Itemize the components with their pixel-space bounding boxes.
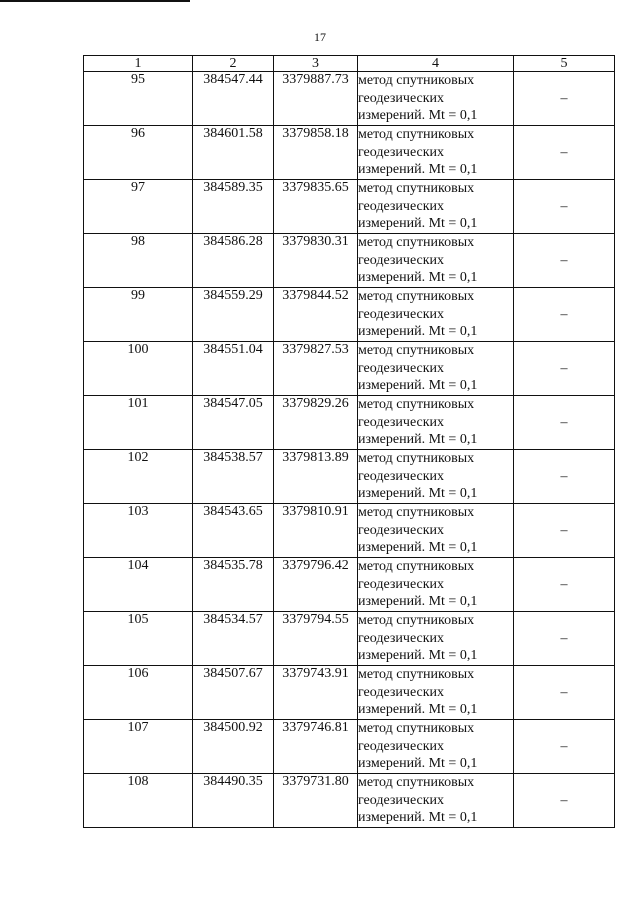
error-cell: – bbox=[514, 180, 615, 234]
table-row bbox=[84, 612, 615, 666]
point-number-cell: 104 bbox=[84, 558, 193, 612]
method-line-1: метод спутниковых bbox=[358, 181, 475, 196]
method-line-3: измерений. Mt = 0,1 bbox=[358, 162, 478, 177]
method-cell bbox=[358, 234, 514, 288]
table-row bbox=[84, 342, 615, 396]
method-line-2: геодезических bbox=[358, 414, 445, 430]
error-cell: – bbox=[514, 720, 615, 774]
table-row bbox=[84, 234, 615, 288]
method-line-2: геодезических bbox=[358, 630, 445, 646]
point-number-cell: 101 bbox=[84, 396, 193, 450]
point-number-cell: 95 bbox=[84, 72, 193, 126]
method-line-2: геодезических bbox=[358, 306, 445, 322]
method-line-3: измерений. Mt = 0,1 bbox=[358, 324, 478, 339]
header-col-1: 1 bbox=[84, 56, 193, 72]
y-coordinate-cell: 3379743.91 bbox=[274, 666, 358, 720]
method-cell bbox=[358, 180, 514, 234]
point-number-cell: 107 bbox=[84, 720, 193, 774]
y-coordinate-cell: 3379844.52 bbox=[274, 288, 358, 342]
x-coordinate-cell: 384551.04 bbox=[193, 342, 274, 396]
table-row bbox=[84, 450, 615, 504]
point-number-cell: 108 bbox=[84, 774, 193, 828]
method-cell bbox=[358, 720, 514, 774]
x-coordinate-cell: 384490.35 bbox=[193, 774, 274, 828]
method-line-2: геодезических bbox=[358, 144, 445, 160]
method-line-2: геодезических bbox=[358, 198, 445, 214]
method-cell bbox=[358, 504, 514, 558]
method-cell bbox=[358, 612, 514, 666]
x-coordinate-cell: 384538.57 bbox=[193, 450, 274, 504]
y-coordinate-cell: 3379746.81 bbox=[274, 720, 358, 774]
method-line-1: метод спутниковых bbox=[358, 775, 475, 790]
header-row bbox=[84, 56, 615, 72]
method-line-3: измерений. Mt = 0,1 bbox=[358, 432, 478, 447]
y-coordinate-cell: 3379858.18 bbox=[274, 126, 358, 180]
x-coordinate-cell: 384601.58 bbox=[193, 126, 274, 180]
y-coordinate-cell: 3379827.53 bbox=[274, 342, 358, 396]
x-coordinate-cell: 384559.29 bbox=[193, 288, 274, 342]
method-cell bbox=[358, 450, 514, 504]
table-row bbox=[84, 504, 615, 558]
page-number: 17 bbox=[314, 30, 326, 44]
x-coordinate-cell: 384500.92 bbox=[193, 720, 274, 774]
coordinates-table bbox=[83, 55, 615, 828]
method-line-3: измерений. Mt = 0,1 bbox=[358, 486, 478, 501]
method-line-1: метод спутниковых bbox=[358, 667, 475, 682]
x-coordinate-cell: 384547.44 bbox=[193, 72, 274, 126]
method-line-3: измерений. Mt = 0,1 bbox=[358, 108, 478, 123]
y-coordinate-cell: 3379830.31 bbox=[274, 234, 358, 288]
method-line-3: измерений. Mt = 0,1 bbox=[358, 540, 478, 555]
table-row bbox=[84, 288, 615, 342]
point-number-cell: 96 bbox=[84, 126, 193, 180]
method-line-2: геодезических bbox=[358, 792, 445, 808]
method-line-3: измерений. Mt = 0,1 bbox=[358, 270, 478, 285]
point-number-cell: 100 bbox=[84, 342, 193, 396]
header-col-5: 5 bbox=[514, 56, 615, 72]
method-line-1: метод спутниковых bbox=[358, 613, 475, 628]
table-row bbox=[84, 666, 615, 720]
method-line-2: геодезических bbox=[358, 576, 445, 592]
method-cell bbox=[358, 666, 514, 720]
x-coordinate-cell: 384535.78 bbox=[193, 558, 274, 612]
method-cell bbox=[358, 396, 514, 450]
method-cell bbox=[358, 288, 514, 342]
point-number-cell: 98 bbox=[84, 234, 193, 288]
y-coordinate-cell: 3379731.80 bbox=[274, 774, 358, 828]
method-line-2: геодезических bbox=[358, 360, 445, 376]
x-coordinate-cell: 384589.35 bbox=[193, 180, 274, 234]
method-line-1: метод спутниковых bbox=[358, 505, 475, 520]
table-body bbox=[84, 72, 615, 828]
method-line-1: метод спутниковых bbox=[358, 721, 475, 736]
y-coordinate-cell: 3379794.55 bbox=[274, 612, 358, 666]
method-line-3: измерений. Mt = 0,1 bbox=[358, 702, 478, 717]
method-line-1: метод спутниковых bbox=[358, 397, 475, 412]
method-line-1: метод спутниковых bbox=[358, 289, 475, 304]
y-coordinate-cell: 3379810.91 bbox=[274, 504, 358, 558]
method-line-2: геодезических bbox=[358, 522, 445, 538]
method-line-1: метод спутниковых bbox=[358, 559, 475, 574]
error-cell: – bbox=[514, 558, 615, 612]
table-row bbox=[84, 396, 615, 450]
method-line-3: измерений. Mt = 0,1 bbox=[358, 756, 478, 771]
method-line-1: метод спутниковых bbox=[358, 127, 475, 142]
table-row bbox=[84, 558, 615, 612]
point-number-cell: 103 bbox=[84, 504, 193, 558]
error-cell: – bbox=[514, 612, 615, 666]
top-rule bbox=[0, 0, 190, 2]
error-cell: – bbox=[514, 396, 615, 450]
y-coordinate-cell: 3379796.42 bbox=[274, 558, 358, 612]
method-line-3: измерений. Mt = 0,1 bbox=[358, 810, 478, 825]
method-line-2: геодезических bbox=[358, 738, 445, 754]
method-line-2: геодезических bbox=[358, 252, 445, 268]
header-col-4: 4 bbox=[358, 56, 514, 72]
x-coordinate-cell: 384543.65 bbox=[193, 504, 274, 558]
method-line-1: метод спутниковых bbox=[358, 235, 475, 250]
method-line-2: геодезических bbox=[358, 684, 445, 700]
header-col-2: 2 bbox=[193, 56, 274, 72]
error-cell: – bbox=[514, 72, 615, 126]
y-coordinate-cell: 3379835.65 bbox=[274, 180, 358, 234]
error-cell: – bbox=[514, 774, 615, 828]
method-line-2: геодезических bbox=[358, 468, 445, 484]
table-header bbox=[84, 56, 615, 72]
table-row bbox=[84, 72, 615, 126]
table-row bbox=[84, 180, 615, 234]
method-cell bbox=[358, 72, 514, 126]
error-cell: – bbox=[514, 504, 615, 558]
error-cell: – bbox=[514, 450, 615, 504]
x-coordinate-cell: 384534.57 bbox=[193, 612, 274, 666]
y-coordinate-cell: 3379829.26 bbox=[274, 396, 358, 450]
method-cell bbox=[358, 558, 514, 612]
error-cell: – bbox=[514, 234, 615, 288]
x-coordinate-cell: 384547.05 bbox=[193, 396, 274, 450]
error-cell: – bbox=[514, 666, 615, 720]
table-row bbox=[84, 774, 615, 828]
table-row bbox=[84, 720, 615, 774]
method-cell bbox=[358, 342, 514, 396]
point-number-cell: 99 bbox=[84, 288, 193, 342]
table-row bbox=[84, 126, 615, 180]
method-line-1: метод спутниковых bbox=[358, 451, 475, 466]
method-line-1: метод спутниковых bbox=[358, 73, 475, 88]
x-coordinate-cell: 384586.28 bbox=[193, 234, 274, 288]
method-line-3: измерений. Mt = 0,1 bbox=[358, 594, 478, 609]
error-cell: – bbox=[514, 342, 615, 396]
y-coordinate-cell: 3379813.89 bbox=[274, 450, 358, 504]
error-cell: – bbox=[514, 288, 615, 342]
method-cell bbox=[358, 126, 514, 180]
y-coordinate-cell: 3379887.73 bbox=[274, 72, 358, 126]
point-number-cell: 105 bbox=[84, 612, 193, 666]
method-cell bbox=[358, 774, 514, 828]
point-number-cell: 102 bbox=[84, 450, 193, 504]
method-line-3: измерений. Mt = 0,1 bbox=[358, 648, 478, 663]
method-line-2: геодезических bbox=[358, 90, 445, 106]
method-line-3: измерений. Mt = 0,1 bbox=[358, 378, 478, 393]
header-col-3: 3 bbox=[274, 56, 358, 72]
point-number-cell: 97 bbox=[84, 180, 193, 234]
method-line-1: метод спутниковых bbox=[358, 343, 475, 358]
method-line-3: измерений. Mt = 0,1 bbox=[358, 216, 478, 231]
error-cell: – bbox=[514, 126, 615, 180]
point-number-cell: 106 bbox=[84, 666, 193, 720]
x-coordinate-cell: 384507.67 bbox=[193, 666, 274, 720]
